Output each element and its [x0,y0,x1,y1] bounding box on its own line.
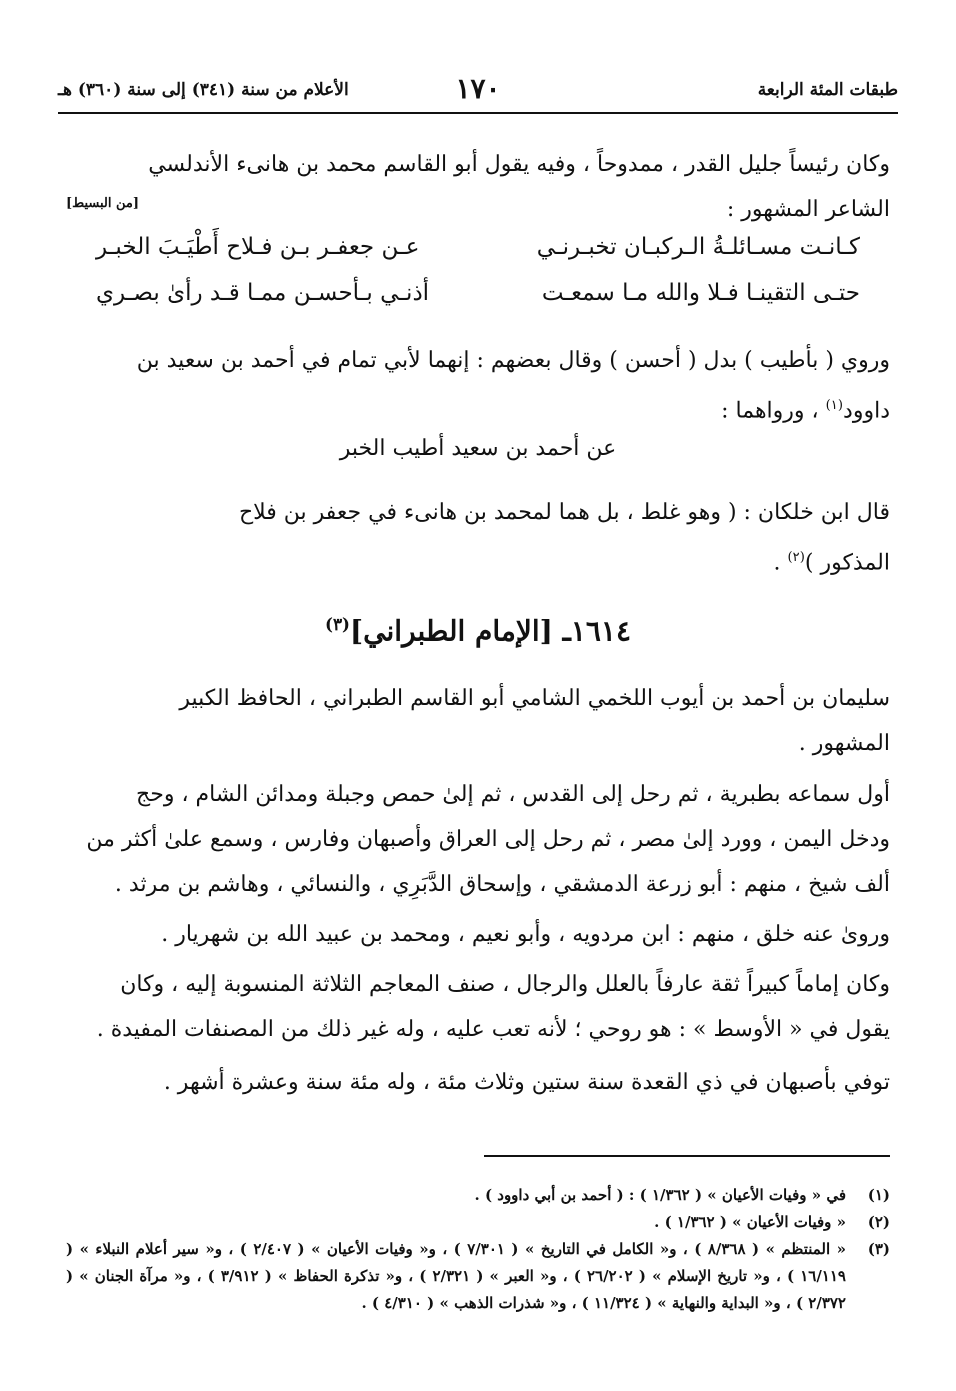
variant-line-2: داوود$^{(١)}$ ، ورواهما : [721,398,890,424]
page-number: ١٧٠ [455,72,501,105]
footnotes [66,1182,890,1317]
quoted-hemistich: عن أحمد بن سعيد أطيب الخبر [339,436,617,461]
footnote-3 [66,1236,890,1317]
footnote-number: (١) [867,1186,890,1204]
verse-2-second-hemistich: أذنـي بـأحسـن ممـا قـد رأىٰ بصـري [96,280,430,306]
verse-2-first-hemistich: حتـى التقينـا فـلا والله مـا سمعـت [541,280,860,306]
footnote-ref-2: (٢) [787,550,805,565]
biography-paragraph-4: وكان إماماً كبيراً ثقة عارفاً بالعلل والرجال ، صنف المعاجم الثلاثة المنسوبة إليه ، وكان يقول في « الأوسط » : هو روحي ؛ لأنه تعب عليه ، وله غير ذلك من المصنفات المفيدة . [96,972,890,1042]
biography-paragraph-1: سليمان بن أحمد بن أيوب اللخمي الشامي أبو القاسم الطبراني ، الحافظ الكبير المشهور . [179,686,890,756]
footnote-text: « وفيات الأعيان » ( ١/٣٦٢ ) . [654,1213,846,1231]
khallikan-line-2: المذكور )$^{(٢)}$ . [773,550,890,576]
footnote-text: في « وفيات الأعيان » ( ١/٣٦٢ ) : ( أحمد بن أبي داوود ) . [474,1186,846,1204]
variant-line-1: وروي ( بأطيب ) بدل ( أحسن ) وقال بعضهم : إنهما لأبي تمام في أحمد بن سعيد بن [136,348,890,373]
biography-paragraph-3: وروىٰ عنه خلق ، منهم : ابن مردويه ، وأبو نعيم ، ومحمد بن عبيد الله بن شهريار . [161,922,890,947]
footnote-ref-1: (١) [825,398,844,413]
biography-paragraph-2: أول سماعه بطبرية ، ثم رحل إلى القدس ، ثم إلىٰ حمص وجبلة ومدائن الشام ، وحج ودخل اليمن ، وورد إلىٰ مصر ، ثم رحل إلى العراق وأصبهان وفارس ، وسمع علىٰ أكثر من ألف شيخ ، منهم : أبو زرعة الدمشقي ، وإسحاق الدَّبَرِي ، والنسائي ، وهاشم بن مرثد . [86,782,890,897]
footnote-1 [66,1182,890,1209]
footnote-2 [66,1209,890,1236]
entry-heading: ١٦١٤ـ [الإمام الطبراني]$^{(٣)}$ [325,614,631,648]
intro-paragraph [66,142,890,232]
footnote-number: (٣) [867,1240,890,1258]
variant-paragraph [66,338,890,433]
verse-1-second-hemistich: عـن جعفـر بـن فـلاح أَطْيَـبَ الخبـر [96,234,420,260]
footnote-ref-3: (٣) [325,614,350,634]
poetic-meter-label: [من البسيط] [66,196,140,211]
verse-1-first-hemistich: كـانـت مسـائلـةُ الـركبـان تخبـرنـي [536,234,860,260]
footnote-text: « المنتظم » ( ٨/٣٦٨ ) ، و« الكامل في التاريخ » ( ٧/٣٠١ ) ، و« وفيات الأعيان » ( ٢/٤٠٧ ) ، و« سير أعلام النبلاء » ( ١٦/١١٩ ) ، و« تاريخ الإسلام » ( ٢٦/٢٠٢ ) ، و« العبر » ( ٢/٣٢١ ) ، و« تذكرة الحفاظ » ( ٣/٩١٢ ) ، و« مرآة الجنان » ( ٢/٣٧٢ ) ، و« البداية والنهاية » ( ١١/٣٢٤ ) ، و« شذرات الذهب » ( ٤/٣١٠ ) . [66,1240,847,1312]
running-title-right: طبقات المئة الرابعة [757,80,898,100]
intro-line-2: الشاعر المشهور : [726,197,890,222]
footnote-number: (٢) [867,1213,890,1231]
khallikan-line-1: قال ابن خلكان : ( وهو غلط ، بل هما لمحمد بن هانىء في جعفر بن فلاح [238,500,890,525]
page-header [58,72,898,114]
biography-paragraph-5: توفي بأصبهان في ذي القعدة سنة ستين وثلاث مئة ، وله مئة سنة وعشرة أشهر . [163,1070,890,1095]
footnote-separator [484,1155,890,1157]
khallikan-paragraph [66,490,890,585]
running-title-left: الأعلام من سنة (٣٤١) إلى سنة (٣٦٠) هـ [58,80,349,100]
intro-line-1: وكان رئيساً جليل القدر ، ممدوحاً ، وفيه يقول أبو القاسم محمد بن هانىء الأندلسي [148,152,890,177]
